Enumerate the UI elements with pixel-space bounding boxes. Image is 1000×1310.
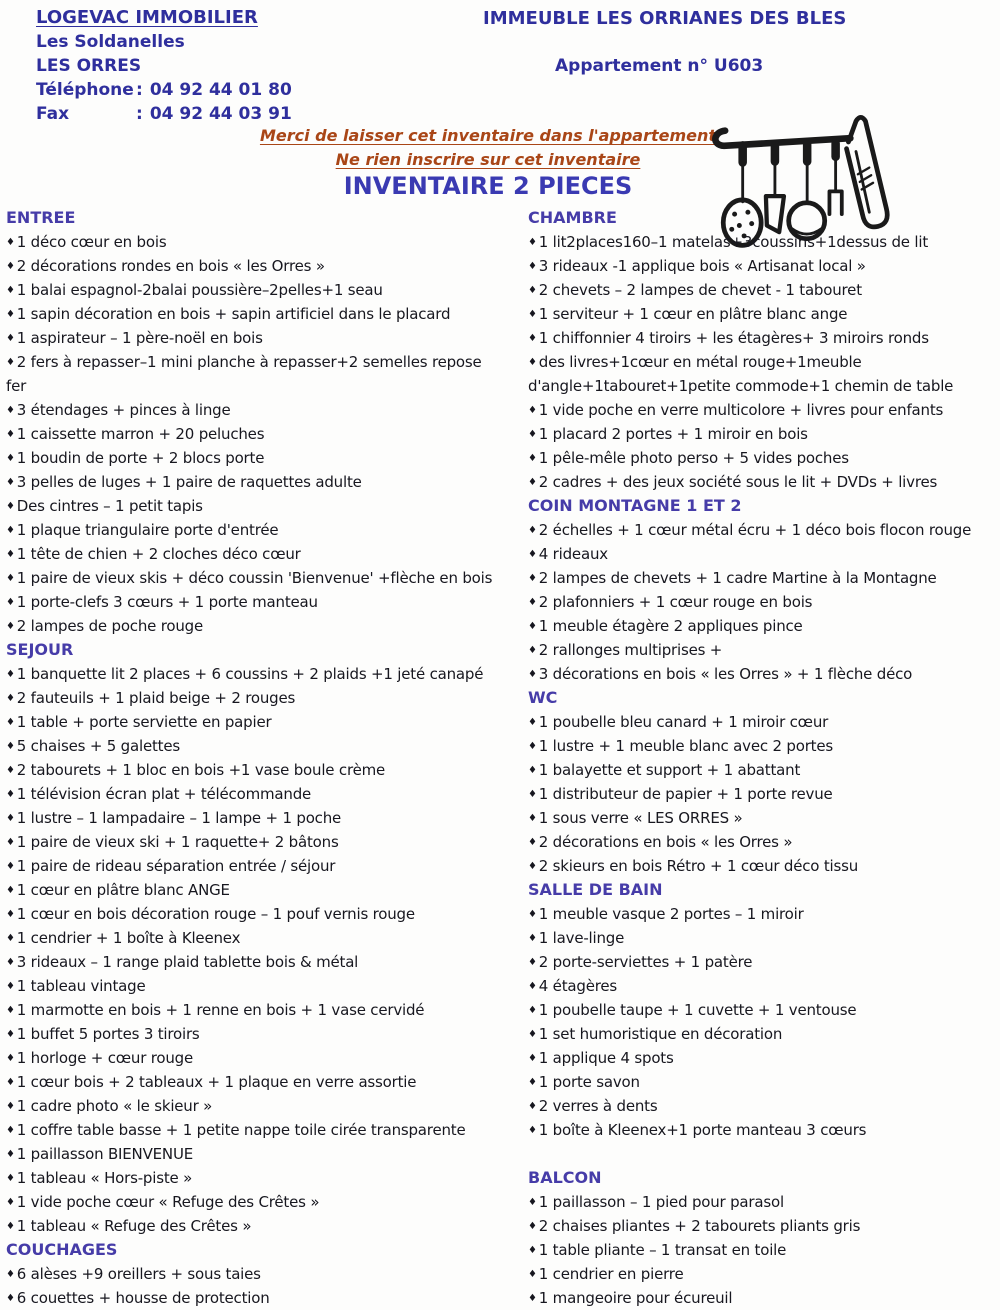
item-text: 4 étagères bbox=[538, 977, 618, 995]
item-text: 1 aspirateur – 1 père-noël en bois bbox=[16, 329, 263, 347]
diamond-bullet-icon: ♦ bbox=[6, 909, 15, 920]
inventory-item bbox=[528, 350, 998, 374]
building-name: IMMEUBLE LES ORRIANES DES BLES bbox=[483, 8, 847, 29]
inventory-item bbox=[6, 1286, 524, 1310]
item-text: 1 tableau « Refuge des Crêtes » bbox=[16, 1217, 252, 1235]
item-text: 2 fers à repasser–1 mini planche à repasser+2 semelles repose bbox=[16, 353, 482, 371]
diamond-bullet-icon: ♦ bbox=[528, 261, 537, 272]
diamond-bullet-icon: ♦ bbox=[6, 501, 15, 512]
diamond-bullet-icon: ♦ bbox=[6, 573, 15, 584]
item-text: 1 applique 4 spots bbox=[538, 1049, 674, 1067]
inventory-item bbox=[6, 782, 524, 806]
item-text: 3 rideaux -1 applique bois « Artisanat local » bbox=[538, 257, 866, 275]
item-text: 6 alèses +9 oreillers + sous taies bbox=[16, 1265, 261, 1283]
item-text: 1 poubelle taupe + 1 cuvette + 1 ventouse bbox=[538, 1001, 857, 1019]
item-text: 1 set humoristique en décoration bbox=[538, 1025, 783, 1043]
phone-number: 04 92 44 01 80 bbox=[149, 80, 292, 100]
item-text: 1 cadre photo « le skieur » bbox=[16, 1097, 213, 1115]
diamond-bullet-icon: ♦ bbox=[528, 933, 537, 944]
section-header: COIN MONTAGNE 1 ET 2 bbox=[528, 496, 742, 515]
phone-row bbox=[36, 78, 292, 102]
inventory-item bbox=[528, 1190, 998, 1214]
item-text: 1 buffet 5 portes 3 tiroirs bbox=[16, 1025, 200, 1043]
inventory-item bbox=[528, 326, 998, 350]
item-text: 1 paire de vieux ski + 1 raquette+ 2 bâtons bbox=[16, 833, 339, 851]
inventory-item bbox=[6, 1262, 524, 1286]
inventory-item bbox=[528, 470, 998, 494]
inventory-item bbox=[528, 926, 998, 950]
item-text: 2 cadres + des jeux société sous le lit + DVDs + livres bbox=[538, 473, 938, 491]
item-text: 1 balayette et support + 1 abattant bbox=[538, 761, 801, 779]
inventory-item bbox=[528, 638, 998, 662]
phone-label: Téléphone bbox=[36, 80, 134, 100]
diamond-bullet-icon: ♦ bbox=[6, 885, 15, 896]
item-text: 1 cœur en bois décoration rouge – 1 pouf vernis rouge bbox=[16, 905, 415, 923]
diamond-bullet-icon: ♦ bbox=[528, 861, 537, 872]
diamond-bullet-icon: ♦ bbox=[528, 1245, 537, 1256]
inventory-item-continuation bbox=[528, 374, 998, 398]
agency-residence: Les Soldanelles bbox=[36, 32, 185, 52]
inventory-item bbox=[6, 758, 524, 782]
item-text: 1 meuble vasque 2 portes – 1 miroir bbox=[538, 905, 804, 923]
diamond-bullet-icon: ♦ bbox=[528, 597, 537, 608]
item-text: 1 chiffonnier 4 tiroirs + les étagères+ 3 miroirs ronds bbox=[538, 329, 929, 347]
inventory-item bbox=[6, 326, 524, 350]
diamond-bullet-icon: ♦ bbox=[6, 789, 15, 800]
diamond-bullet-icon: ♦ bbox=[6, 1269, 15, 1280]
section-header: SEJOUR bbox=[6, 640, 74, 659]
phone-colon: : bbox=[136, 80, 143, 100]
item-text: 1 lave-linge bbox=[538, 929, 625, 947]
diamond-bullet-icon: ♦ bbox=[528, 1197, 537, 1208]
item-text: 1 cœur en plâtre blanc ANGE bbox=[16, 881, 230, 899]
item-text: 2 chaises pliantes + 2 tabourets pliants gris bbox=[538, 1217, 861, 1235]
diamond-bullet-icon: ♦ bbox=[6, 309, 15, 320]
diamond-bullet-icon: ♦ bbox=[528, 1221, 537, 1232]
inventory-item bbox=[528, 1118, 998, 1142]
inventory-item bbox=[528, 398, 998, 422]
diamond-bullet-icon: ♦ bbox=[528, 309, 537, 320]
inventory-item bbox=[6, 974, 524, 998]
inventory-item bbox=[6, 830, 524, 854]
section-header: BALCON bbox=[528, 1168, 602, 1187]
item-text: 1 poubelle bleu canard + 1 miroir cœur bbox=[538, 713, 829, 731]
inventory-item bbox=[528, 806, 998, 830]
page-title: INVENTAIRE 2 PIECES bbox=[343, 172, 633, 200]
diamond-bullet-icon: ♦ bbox=[528, 1005, 537, 1016]
item-text: Des cintres – 1 petit tapis bbox=[16, 497, 203, 515]
diamond-bullet-icon: ♦ bbox=[528, 621, 537, 632]
diamond-bullet-icon: ♦ bbox=[6, 333, 15, 344]
diamond-bullet-icon: ♦ bbox=[528, 453, 537, 464]
section-header: SALLE DE BAIN bbox=[528, 880, 663, 899]
item-text: 1 sapin décoration en bois + sapin artificiel dans le placard bbox=[16, 305, 451, 323]
inventory-item bbox=[6, 1142, 524, 1166]
inventory-item bbox=[6, 614, 524, 638]
diamond-bullet-icon: ♦ bbox=[528, 333, 537, 344]
inventory-item bbox=[528, 1046, 998, 1070]
item-text: 2 verres à dents bbox=[538, 1097, 658, 1115]
item-text: 1 télévision écran plat + télécommande bbox=[16, 785, 312, 803]
inventory-item bbox=[6, 1190, 524, 1214]
item-text: 1 porte-clefs 3 cœurs + 1 porte manteau bbox=[16, 593, 318, 611]
notice-line-2: Ne rien inscrire sur cet inventaire bbox=[335, 150, 641, 169]
item-text: 1 coffre table basse + 1 petite nappe toile cirée transparente bbox=[16, 1121, 466, 1139]
agency-city: LES ORRES bbox=[36, 56, 142, 76]
item-text: 1 vide poche en verre multicolore + livres pour enfants bbox=[538, 401, 944, 419]
diamond-bullet-icon: ♦ bbox=[6, 765, 15, 776]
inventory-item bbox=[528, 782, 998, 806]
item-text: des livres+1cœur en métal rouge+1meuble bbox=[538, 353, 862, 371]
inventory-item bbox=[528, 302, 998, 326]
item-text: 2 lampes de chevets + 1 cadre Martine à la Montagne bbox=[538, 569, 937, 587]
notice-line-1: Merci de laisser cet inventaire dans l'appartement bbox=[259, 126, 717, 145]
diamond-bullet-icon: ♦ bbox=[6, 957, 15, 968]
item-text: 1 placard 2 portes + 1 miroir en bois bbox=[538, 425, 808, 443]
item-text: 6 couettes + housse de protection bbox=[16, 1289, 270, 1307]
inventory-item bbox=[6, 1022, 524, 1046]
item-text: 2 plafonniers + 1 cœur rouge en bois bbox=[538, 593, 813, 611]
diamond-bullet-icon: ♦ bbox=[528, 573, 537, 584]
item-text: 1 paire de rideau séparation entrée / séjour bbox=[16, 857, 336, 875]
diamond-bullet-icon: ♦ bbox=[528, 237, 537, 248]
diamond-bullet-icon: ♦ bbox=[528, 789, 537, 800]
item-text: 1 lustre + 1 meuble blanc avec 2 portes bbox=[538, 737, 833, 755]
inventory-item bbox=[528, 998, 998, 1022]
apartment-number: Appartement n° U603 bbox=[555, 56, 764, 76]
inventory-item bbox=[6, 926, 524, 950]
item-text: 1 boudin de porte + 2 blocs porte bbox=[16, 449, 265, 467]
diamond-bullet-icon: ♦ bbox=[528, 285, 537, 296]
item-text: 3 décorations en bois « les Orres » + 1 flèche déco bbox=[538, 665, 913, 683]
diamond-bullet-icon: ♦ bbox=[528, 813, 537, 824]
item-text: 2 décorations rondes en bois « les Orres » bbox=[16, 257, 325, 275]
diamond-bullet-icon: ♦ bbox=[6, 837, 15, 848]
item-text: 2 chevets – 2 lampes de chevet - 1 tabouret bbox=[538, 281, 862, 299]
diamond-bullet-icon: ♦ bbox=[528, 765, 537, 776]
diamond-bullet-icon: ♦ bbox=[528, 1077, 537, 1088]
inventory-item-continuation bbox=[6, 374, 524, 398]
item-text: 1 balai espagnol-2balai poussière–2pelles+1 seau bbox=[16, 281, 383, 299]
section-header: WC bbox=[528, 688, 558, 707]
diamond-bullet-icon: ♦ bbox=[6, 717, 15, 728]
inventory-item bbox=[6, 590, 524, 614]
diamond-bullet-icon: ♦ bbox=[6, 597, 15, 608]
diamond-bullet-icon: ♦ bbox=[6, 1221, 15, 1232]
inventory-item bbox=[6, 278, 524, 302]
diamond-bullet-icon: ♦ bbox=[6, 357, 15, 368]
diamond-bullet-icon: ♦ bbox=[6, 813, 15, 824]
diamond-bullet-icon: ♦ bbox=[528, 1269, 537, 1280]
item-text: 5 chaises + 5 galettes bbox=[16, 737, 180, 755]
diamond-bullet-icon: ♦ bbox=[6, 453, 15, 464]
inventory-item bbox=[6, 1214, 524, 1238]
item-text: 1 cendrier en pierre bbox=[538, 1265, 684, 1283]
inventory-item bbox=[6, 1094, 524, 1118]
diamond-bullet-icon: ♦ bbox=[528, 1029, 537, 1040]
inventory-item bbox=[6, 686, 524, 710]
inventory-item bbox=[6, 230, 524, 254]
diamond-bullet-icon: ♦ bbox=[6, 693, 15, 704]
diamond-bullet-icon: ♦ bbox=[528, 741, 537, 752]
inventory-item bbox=[6, 254, 524, 278]
diamond-bullet-icon: ♦ bbox=[6, 429, 15, 440]
section-header: COUCHAGES bbox=[6, 1240, 118, 1259]
item-text: 1 tableau vintage bbox=[16, 977, 146, 995]
diamond-bullet-icon: ♦ bbox=[528, 525, 537, 536]
item-text: 1 marmotte en bois + 1 renne en bois + 1 vase cervidé bbox=[16, 1001, 425, 1019]
inventory-item bbox=[6, 998, 524, 1022]
inventory-item bbox=[528, 518, 998, 542]
item-text: 1 table + porte serviette en papier bbox=[16, 713, 272, 731]
column-right bbox=[528, 206, 998, 1310]
inventory-item bbox=[528, 950, 998, 974]
diamond-bullet-icon: ♦ bbox=[6, 669, 15, 680]
inventory-item bbox=[528, 278, 998, 302]
inventory-item bbox=[528, 1070, 998, 1094]
diamond-bullet-icon: ♦ bbox=[528, 477, 537, 488]
item-text: 1 banquette lit 2 places + 6 coussins + 2 plaids +1 jeté canapé bbox=[16, 665, 484, 683]
item-text: 3 rideaux – 1 range plaid tablette bois & métal bbox=[16, 953, 359, 971]
inventory-item bbox=[6, 1070, 524, 1094]
agency-name: LOGEVAC IMMOBILIER bbox=[36, 7, 258, 28]
inventory-item bbox=[6, 710, 524, 734]
inventory-item bbox=[528, 1094, 998, 1118]
diamond-bullet-icon: ♦ bbox=[6, 477, 15, 488]
inventory-item bbox=[528, 254, 998, 278]
inventory-item bbox=[6, 422, 524, 446]
item-text: 1 paillasson BIENVENUE bbox=[16, 1145, 193, 1163]
inventory-item bbox=[6, 470, 524, 494]
diamond-bullet-icon: ♦ bbox=[528, 837, 537, 848]
item-text: 1 lustre – 1 lampadaire – 1 lampe + 1 poche bbox=[16, 809, 342, 827]
inventory-item bbox=[6, 350, 524, 374]
item-text: 1 cœur bois + 2 tableaux + 1 plaque en verre assortie bbox=[16, 1073, 417, 1091]
item-text: 1 distributeur de papier + 1 porte revue bbox=[538, 785, 833, 803]
item-text: 1 horloge + cœur rouge bbox=[16, 1049, 194, 1067]
section-header: CHAMBRE bbox=[528, 208, 617, 227]
item-text: 1 plaque triangulaire porte d'entrée bbox=[16, 521, 279, 539]
agency-block bbox=[36, 6, 292, 126]
inventory-item bbox=[528, 1022, 998, 1046]
diamond-bullet-icon: ♦ bbox=[6, 405, 15, 416]
diamond-bullet-icon: ♦ bbox=[528, 909, 537, 920]
item-text: 1 boîte à Kleenex+1 porte manteau 3 cœurs bbox=[538, 1121, 867, 1139]
inventory-item bbox=[6, 806, 524, 830]
item-text: 3 étendages + pinces à linge bbox=[16, 401, 231, 419]
inventory-item bbox=[528, 1238, 998, 1262]
inventory-item bbox=[6, 566, 524, 590]
diamond-bullet-icon: ♦ bbox=[6, 1005, 15, 1016]
diamond-bullet-icon: ♦ bbox=[6, 741, 15, 752]
item-text: 1 serviteur + 1 cœur en plâtre blanc ange bbox=[538, 305, 848, 323]
diamond-bullet-icon: ♦ bbox=[6, 1173, 15, 1184]
inventory-item bbox=[528, 902, 998, 926]
item-text: d'angle+1tabouret+1petite commode+1 chemin de table bbox=[528, 377, 954, 395]
item-text: 3 pelles de luges + 1 paire de raquettes adulte bbox=[16, 473, 362, 491]
item-text: 4 rideaux bbox=[538, 545, 608, 563]
diamond-bullet-icon: ♦ bbox=[6, 1197, 15, 1208]
column-left bbox=[6, 206, 524, 1310]
item-text: 1 vide poche cœur « Refuge des Crêtes » bbox=[16, 1193, 320, 1211]
inventory-item bbox=[6, 1118, 524, 1142]
inventory-item bbox=[6, 1166, 524, 1190]
inventory-item bbox=[528, 542, 998, 566]
item-text: 1 paillasson – 1 pied pour parasol bbox=[538, 1193, 784, 1211]
inventory-item bbox=[528, 974, 998, 998]
inventory-item bbox=[528, 830, 998, 854]
fax-row bbox=[36, 102, 292, 126]
item-text: 1 cendrier + 1 boîte à Kleenex bbox=[16, 929, 241, 947]
item-text: 2 rallonges multiprises + bbox=[538, 641, 723, 659]
inventory-item bbox=[528, 854, 998, 878]
item-text: 2 tabourets + 1 bloc en bois +1 vase boule crème bbox=[16, 761, 386, 779]
item-text: fer bbox=[6, 377, 27, 395]
diamond-bullet-icon: ♦ bbox=[528, 957, 537, 968]
diamond-bullet-icon: ♦ bbox=[6, 1149, 15, 1160]
inventory-item bbox=[528, 1214, 998, 1238]
diamond-bullet-icon: ♦ bbox=[6, 861, 15, 872]
item-text: 1 table pliante – 1 transat en toile bbox=[538, 1241, 787, 1259]
diamond-bullet-icon: ♦ bbox=[6, 933, 15, 944]
fax-number: 04 92 44 03 91 bbox=[149, 104, 292, 124]
inventory-item bbox=[528, 662, 998, 686]
diamond-bullet-icon: ♦ bbox=[6, 981, 15, 992]
inventory-item bbox=[528, 758, 998, 782]
diamond-bullet-icon: ♦ bbox=[528, 405, 537, 416]
item-text: 2 fauteuils + 1 plaid beige + 2 rouges bbox=[16, 689, 296, 707]
inventory-item bbox=[6, 950, 524, 974]
diamond-bullet-icon: ♦ bbox=[528, 645, 537, 656]
item-text: 1 caissette marron + 20 peluches bbox=[16, 425, 265, 443]
diamond-bullet-icon: ♦ bbox=[6, 285, 15, 296]
inventory-item bbox=[6, 902, 524, 926]
diamond-bullet-icon: ♦ bbox=[528, 669, 537, 680]
inventory-item bbox=[6, 398, 524, 422]
item-text: 1 déco cœur en bois bbox=[16, 233, 167, 251]
diamond-bullet-icon: ♦ bbox=[6, 1053, 15, 1064]
inventory-item bbox=[6, 302, 524, 326]
item-text: 2 porte-serviettes + 1 patère bbox=[538, 953, 753, 971]
inventory-item bbox=[6, 542, 524, 566]
inventory-item bbox=[6, 446, 524, 470]
diamond-bullet-icon: ♦ bbox=[6, 549, 15, 560]
item-text: 2 décorations en bois « les Orres » bbox=[538, 833, 793, 851]
diamond-bullet-icon: ♦ bbox=[528, 357, 537, 368]
section-header: ENTREE bbox=[6, 208, 76, 227]
fax-label: Fax bbox=[36, 104, 70, 124]
inventory-item bbox=[528, 566, 998, 590]
item-text: 1 tête de chien + 2 cloches déco cœur bbox=[16, 545, 301, 563]
diamond-bullet-icon: ♦ bbox=[528, 1053, 537, 1064]
diamond-bullet-icon: ♦ bbox=[528, 1101, 537, 1112]
item-text: 1 lit2places160–1 matelas+3coussins+1dessus de lit bbox=[538, 233, 929, 251]
inventory-item bbox=[528, 1286, 998, 1310]
fax-colon: : bbox=[136, 104, 143, 124]
diamond-bullet-icon: ♦ bbox=[6, 1125, 15, 1136]
item-text: 1 sous verre « LES ORRES » bbox=[538, 809, 743, 827]
diamond-bullet-icon: ♦ bbox=[528, 549, 537, 560]
inventory-item bbox=[6, 734, 524, 758]
diamond-bullet-icon: ♦ bbox=[6, 525, 15, 536]
inventory-item bbox=[528, 1262, 998, 1286]
item-text: 1 mangeoire pour écureuil bbox=[538, 1289, 733, 1307]
inventory-item bbox=[528, 446, 998, 470]
item-text: 1 tableau « Hors-piste » bbox=[16, 1169, 193, 1187]
inventory-item bbox=[528, 422, 998, 446]
diamond-bullet-icon: ♦ bbox=[6, 237, 15, 248]
item-text: 1 porte savon bbox=[538, 1073, 640, 1091]
item-text: 2 skieurs en bois Rétro + 1 cœur déco tissu bbox=[538, 857, 859, 875]
inventory-item bbox=[6, 1046, 524, 1070]
inventory-item bbox=[528, 710, 998, 734]
inventory-item bbox=[6, 878, 524, 902]
diamond-bullet-icon: ♦ bbox=[528, 429, 537, 440]
diamond-bullet-icon: ♦ bbox=[6, 1293, 15, 1304]
item-text: 1 meuble étagère 2 appliques pince bbox=[538, 617, 803, 635]
inventory-item bbox=[528, 614, 998, 638]
inventory-item bbox=[528, 734, 998, 758]
diamond-bullet-icon: ♦ bbox=[528, 717, 537, 728]
diamond-bullet-icon: ♦ bbox=[6, 621, 15, 632]
diamond-bullet-icon: ♦ bbox=[528, 1293, 537, 1304]
diamond-bullet-icon: ♦ bbox=[6, 1077, 15, 1088]
inventory-item bbox=[528, 230, 998, 254]
diamond-bullet-icon: ♦ bbox=[6, 261, 15, 272]
inventory-item bbox=[528, 590, 998, 614]
item-text: 2 lampes de poche rouge bbox=[16, 617, 204, 635]
diamond-bullet-icon: ♦ bbox=[6, 1101, 15, 1112]
inventory-item bbox=[6, 494, 524, 518]
diamond-bullet-icon: ♦ bbox=[528, 981, 537, 992]
item-text: 1 pêle-mêle photo perso + 5 vides poches bbox=[538, 449, 849, 467]
diamond-bullet-icon: ♦ bbox=[6, 1029, 15, 1040]
inventory-item bbox=[6, 518, 524, 542]
inventory-item bbox=[6, 854, 524, 878]
diamond-bullet-icon: ♦ bbox=[528, 1125, 537, 1136]
item-text: 2 échelles + 1 cœur métal écru + 1 déco bois flocon rouge bbox=[538, 521, 972, 539]
blank-line bbox=[528, 1142, 998, 1166]
inventory-item bbox=[6, 662, 524, 686]
item-text: 1 paire de vieux skis + déco coussin 'Bienvenue' +flèche en bois bbox=[16, 569, 493, 587]
